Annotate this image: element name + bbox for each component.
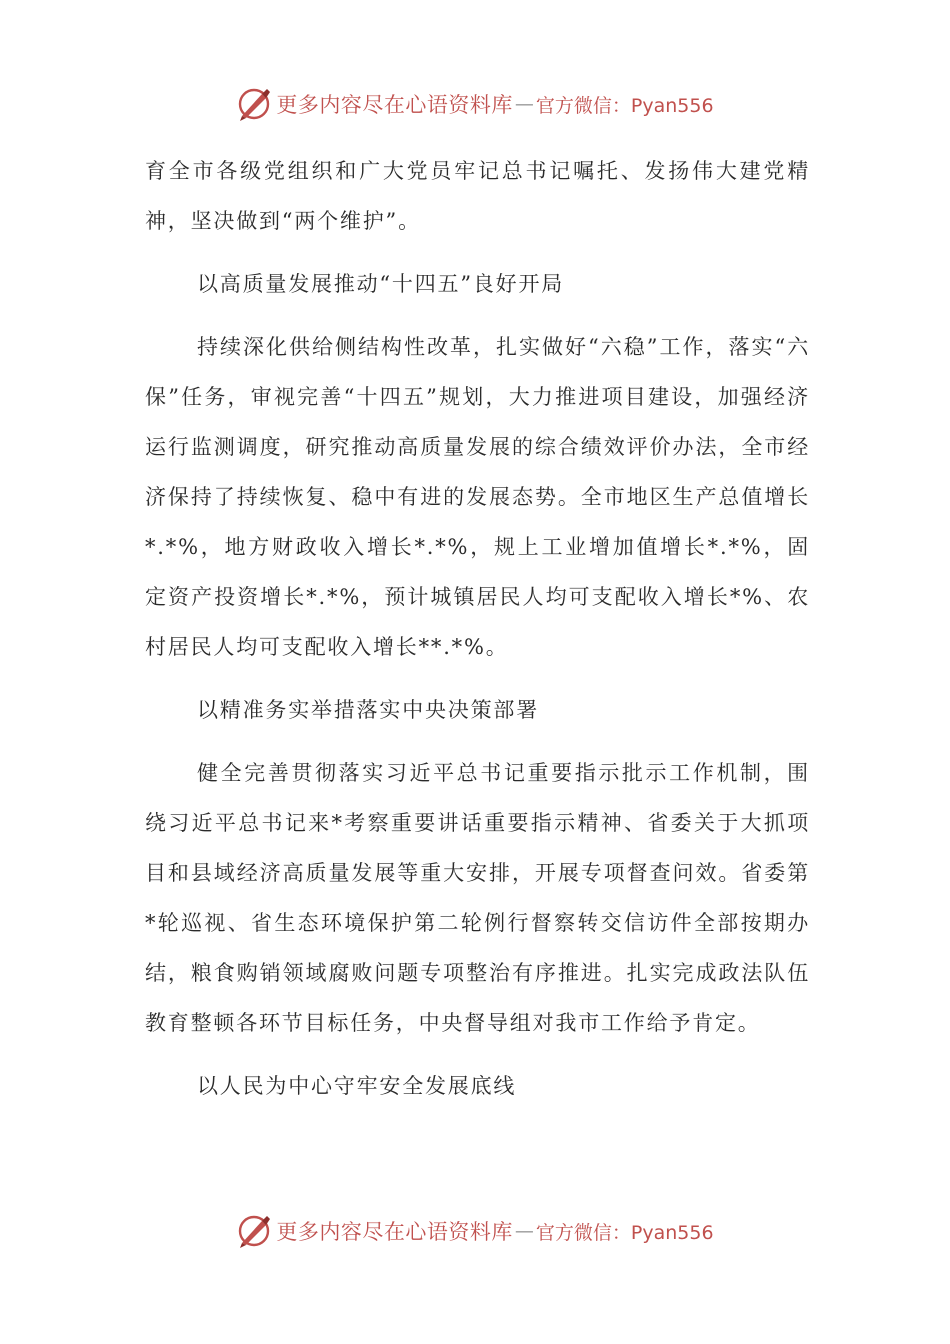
pen-nib-logo-icon (236, 1213, 272, 1249)
banner-contact-text: 官方微信：Pyan556 (535, 94, 714, 117)
banner-dash: — (514, 93, 534, 115)
paragraph-economy: 持续深化供给侧结构性改革，扎实做好“六稳”工作，落实“六保”任务，审视完善“十四五”规划，大力推进项目建设，加强经济运行监测调度，研究推动高质量发展的综合绩效评价办法，全市经济保持了持续恢复、稳中有进的发展态势。全市地区生产总值增长*.*%，地方财政收入增长*.*%，规上工业增加值增长*.*%，固定资产投资增长*.*%，预计城镇居民人均可支配收入增长*%、农村居民人均可支配收入增长**.*%。 (145, 335, 810, 659)
footer-banner (0, 1209, 950, 1253)
pen-nib-logo-icon (236, 86, 272, 122)
section-heading-central-decisions: 以精准务实举措落实中央决策部署 (197, 698, 539, 722)
paragraph-implementation: 健全完善贯彻落实习近平总书记重要指示批示工作机制，围绕习近平总书记来*考察重要讲话重要指示精神、省委关于大抓项目和县域经济高质量发展等重大安排，开展专项督查问效。省委第*轮巡视、省生态环境保护第二轮例行督察转交信访件全部按期办结，粮食购销领域腐败问题专项整治有序推进。扎实完成政法队伍教育整顿各环节目标任务，中央督导组对我市工作给予肯定。 (145, 761, 810, 1035)
banner-contact-text: 官方微信：Pyan556 (535, 1221, 714, 1244)
header-banner (0, 82, 950, 126)
section-heading-development: 以高质量发展推动“十四五”良好开局 (197, 272, 565, 296)
banner-main-text: 更多内容尽在心语资料库 (276, 93, 513, 117)
banner-main-text: 更多内容尽在心语资料库 (276, 1220, 513, 1244)
section-heading-security: 以人民为中心守牢安全发展底线 (197, 1074, 517, 1098)
banner-dash: — (514, 1220, 534, 1242)
document-body (145, 146, 810, 1124)
paragraph-continuation: 育全市各级党组织和广大党员牢记总书记嘱托、发扬伟大建党精神，坚决做到“两个维护”。 (145, 159, 810, 233)
